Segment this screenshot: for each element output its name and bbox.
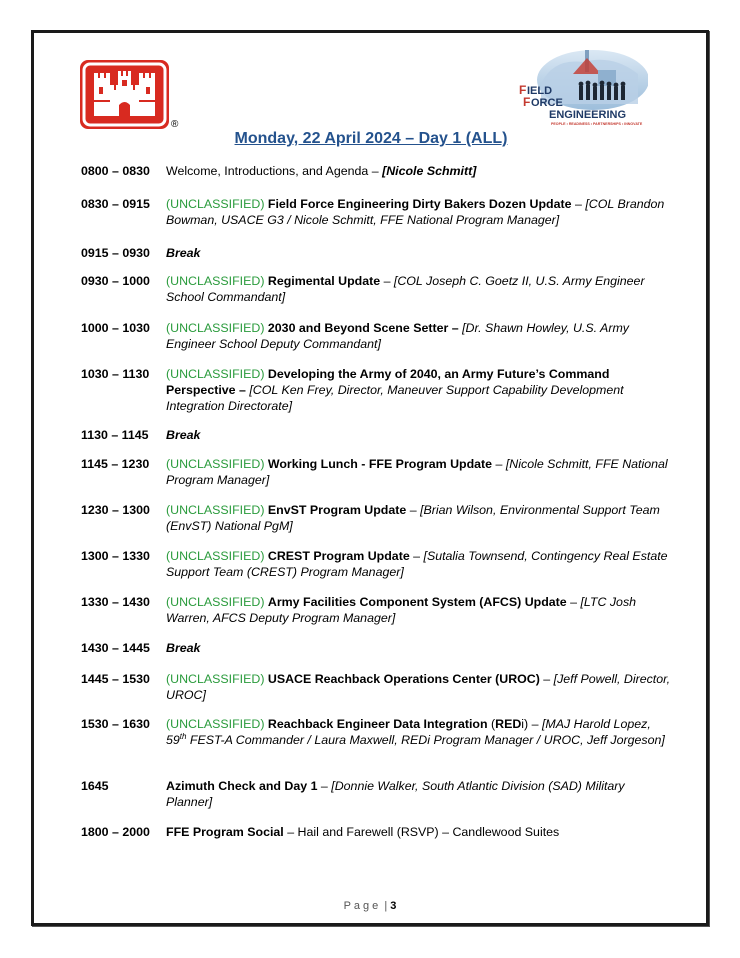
agenda-title: USACE Reachback Operations Center (UROC)	[267, 672, 540, 686]
agenda-text: – Hail and Farewell (RSVP) – Candlewood Suites	[283, 825, 560, 839]
svg-text:PEOPLE • READINESS • PARTNERSH: PEOPLE • READINESS • PARTNERSHIPS • INNOVATE	[551, 122, 643, 126]
classification-label: (UNCLASSIFIED)	[166, 197, 268, 211]
agenda-speaker: [Dr. Shawn Howley, U.S. Army Engineer School Deputy Commandant]	[166, 321, 629, 351]
usace-castle-logo-icon	[80, 60, 169, 129]
ffe-logo	[513, 44, 648, 132]
agenda-speaker: [Jeff Powell, Director, UROC]	[166, 672, 671, 702]
agenda-description	[166, 502, 671, 534]
agenda-speaker: FEST-A Commander / Laura Maxwell, REDi Program Manager / UROC, Jeff Jorgeson]	[186, 733, 665, 747]
agenda-time: 0800 – 0830	[81, 164, 150, 178]
classification-label: (UNCLASSIFIED)	[166, 503, 268, 517]
agenda-time: 0915 – 0930	[81, 246, 150, 260]
agenda-time: 1645	[81, 779, 109, 793]
registered-mark: ®	[171, 119, 179, 130]
agenda-description	[166, 366, 671, 414]
agenda-time: 0930 – 1000	[81, 274, 150, 288]
agenda-description	[166, 548, 671, 580]
agenda-description	[166, 196, 671, 228]
agenda-description	[166, 273, 671, 305]
classification-label: (UNCLASSIFIED)	[166, 321, 268, 335]
agenda-speaker: [COL Ken Frey, Director, Maneuver Support Capability Development Integration Directorate]	[166, 383, 624, 413]
agenda-description	[166, 594, 671, 626]
classification-label: (UNCLASSIFIED)	[166, 367, 268, 381]
agenda-time: 1530 – 1630	[81, 717, 150, 731]
separator: –	[571, 197, 586, 211]
classification-label: (UNCLASSIFIED)	[166, 457, 268, 471]
agenda-time: 1445 – 1530	[81, 672, 150, 686]
separator: (	[487, 717, 496, 731]
agenda-time: 1330 – 1430	[81, 595, 150, 609]
separator: –	[492, 457, 506, 471]
agenda-description	[166, 163, 671, 179]
agenda-title: Regimental Update	[267, 274, 381, 288]
agenda-description	[166, 671, 671, 703]
page-number: 3	[390, 900, 397, 912]
agenda-title: Field Force Engineering Dirty Bakers Dozen Update	[267, 197, 572, 211]
agenda-time: 1030 – 1130	[81, 367, 150, 381]
agenda-description	[166, 778, 671, 810]
classification-label: (UNCLASSIFIED)	[166, 717, 268, 731]
agenda-time: 1300 – 1330	[81, 549, 150, 563]
agenda-text: Welcome, Introductions, and Agenda –	[166, 164, 383, 178]
agenda-description	[166, 320, 671, 352]
agenda-speaker: [COL Joseph C. Goetz II, U.S. Army Engineer School Commandant]	[166, 274, 645, 304]
agenda-title: CREST Program Update	[267, 549, 410, 563]
agenda-speaker: [LTC Josh Warren, AFCS Deputy Program Manager]	[166, 595, 637, 625]
agenda-speaker: [COL Brandon Bowman, USACE G3 / Nicole Schmitt, FFE National Program Manager]	[166, 197, 665, 227]
agenda-time: 0830 – 0915	[81, 197, 150, 211]
agenda-title: Working Lunch - FFE Program Update	[267, 457, 493, 471]
agenda-speaker: [Donnie Walker, South Atlantic Division (SAD) Military Planner]	[166, 779, 625, 809]
agenda-title: FFE Program Social	[166, 825, 284, 839]
agenda-title: Azimuth Check and Day 1	[166, 779, 318, 793]
agenda-speaker: [MAJ Harold Lopez, 59	[166, 717, 651, 747]
superscript: th	[179, 731, 187, 741]
classification-label: (UNCLASSIFIED)	[166, 672, 268, 686]
svg-text:F: F	[523, 95, 531, 109]
separator: –	[317, 779, 332, 793]
page-footer	[0, 900, 740, 912]
svg-text:ORCE: ORCE	[531, 97, 563, 109]
agenda-speaker: [Nicole Schmitt]	[382, 164, 477, 178]
separator: –	[539, 672, 554, 686]
svg-text:ENGINEERING: ENGINEERING	[549, 109, 627, 121]
agenda-speaker: [Nicole Schmitt, FFE National Program Manager]	[166, 457, 668, 487]
agenda-description	[166, 456, 671, 488]
classification-label: (UNCLASSIFIED)	[166, 549, 268, 563]
agenda-title: Reachback Engineer Data Integration	[267, 717, 488, 731]
agenda-speaker: [Sutalia Townsend, Contingency Real Estate Support Team (CREST) Program Manager]	[166, 549, 668, 579]
agenda-time: 1230 – 1300	[81, 503, 150, 517]
agenda-description	[166, 824, 671, 840]
agenda-title-initials: RED	[495, 717, 522, 731]
separator: –	[406, 503, 421, 517]
svg-text:IELD: IELD	[527, 85, 553, 97]
break-label: Break	[166, 246, 201, 260]
separator: –	[409, 549, 424, 563]
agenda-time: 1130 – 1145	[81, 428, 149, 442]
agenda-time: 1145 – 1230	[81, 457, 150, 471]
agenda-time: 1000 – 1030	[81, 321, 150, 335]
svg-text:F: F	[519, 83, 527, 97]
separator: –	[380, 274, 394, 288]
separator: i) –	[521, 717, 542, 731]
separator: –	[566, 595, 581, 609]
agenda-speaker: [Brian Wilson, Environmental Support Team (EnvST) National PgM]	[166, 503, 660, 533]
page-label: Page	[343, 900, 382, 912]
break-label: Break	[166, 428, 201, 442]
agenda-time: 1800 – 2000	[81, 825, 150, 839]
agenda-time: 1430 – 1445	[81, 641, 150, 655]
classification-label: (UNCLASSIFIED)	[166, 595, 268, 609]
agenda-description	[166, 716, 671, 748]
page-separator: |	[384, 900, 388, 912]
agenda-title: Developing the Army of 2040, an Army Future’s Command Perspective –	[166, 367, 610, 397]
break-label: Break	[166, 641, 201, 655]
page-title: Monday, 22 April 2024 – Day 1 (ALL)	[234, 130, 508, 147]
classification-label: (UNCLASSIFIED)	[166, 274, 268, 288]
agenda-title: 2030 and Beyond Scene Setter –	[267, 321, 459, 335]
agenda-title: EnvST Program Update	[267, 503, 407, 517]
agenda-title: Army Facilities Component System (AFCS) Update	[267, 595, 567, 609]
